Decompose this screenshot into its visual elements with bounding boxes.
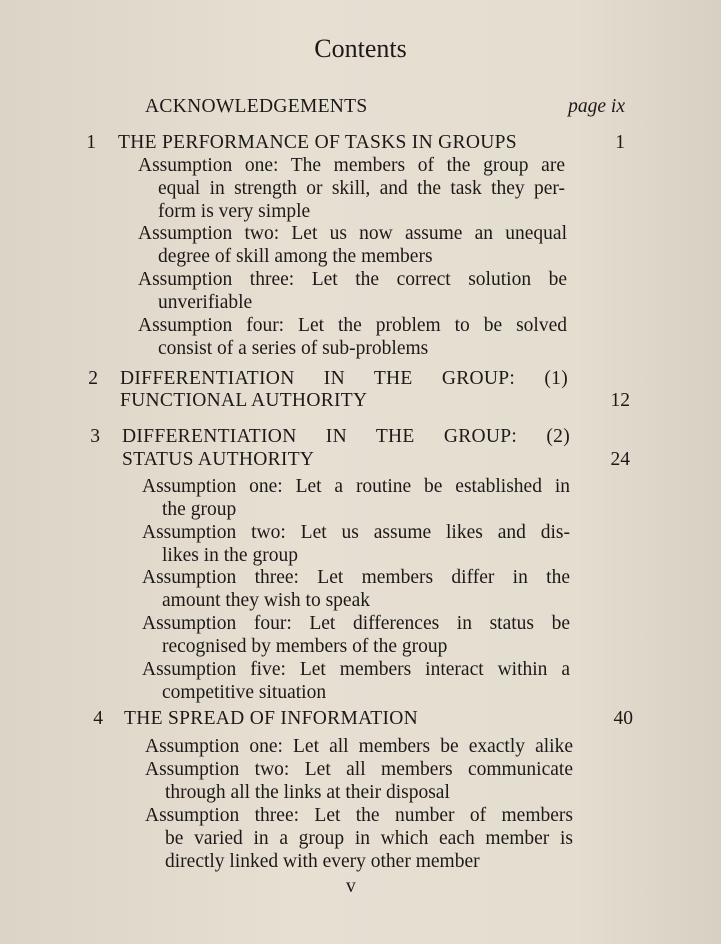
chapter-title: STATUS AUTHORITY — [122, 449, 315, 470]
chapter-title: THE SPREAD OF INFORMATION — [124, 708, 419, 729]
toc-page-number — [540, 95, 625, 118]
chapter-number: 2 — [88, 368, 98, 389]
toc-line: the group — [162, 499, 237, 520]
toc-line: recognised by members of the group — [162, 636, 448, 657]
folio-page-number: v — [346, 876, 356, 897]
toc-line: equal in strength or skill, and the task they per- — [158, 178, 565, 199]
toc-line: be varied in a group in which each member is — [165, 828, 573, 849]
chapter-title: DIFFERENTIATION IN THE GROUP: (2) — [122, 426, 570, 447]
toc-line: consist of a series of sub-problems — [158, 338, 429, 359]
chapter-page: 1 — [615, 132, 625, 153]
toc-line: Assumption one: Let a routine be established in — [142, 476, 570, 497]
toc-line: amount they wish to speak — [162, 590, 370, 611]
toc-line: likes in the group — [162, 545, 298, 566]
chapter-page: 24 — [610, 449, 630, 470]
toc-line: Assumption two: Let us assume likes and dis- — [142, 522, 570, 543]
chapter-page: 40 — [613, 708, 633, 729]
chapter-number: 3 — [90, 426, 100, 447]
toc-line: form is very simple — [158, 201, 311, 222]
chapter-number: 1 — [86, 132, 96, 153]
toc-line: Assumption three: Let members differ in the — [142, 567, 570, 588]
chapter-page: 12 — [610, 390, 630, 411]
toc-line: degree of skill among the members — [158, 246, 433, 267]
toc-line: Assumption two: Let us now assume an unequal — [138, 223, 567, 244]
toc-line: Assumption four: Let differences in status be — [142, 613, 570, 634]
toc-line: Assumption two: Let all members communicate — [145, 759, 573, 780]
chapter-title: THE PERFORMANCE OF TASKS IN GROUPS — [118, 132, 517, 153]
chapter-title: DIFFERENTIATION IN THE GROUP: (1) — [120, 368, 568, 389]
chapter-title: FUNCTIONAL AUTHORITY — [120, 390, 368, 411]
toc-line: competitive situation — [162, 682, 327, 703]
toc-line: Assumption five: Let members interact within a — [142, 659, 570, 680]
chapter-number: 4 — [93, 708, 103, 729]
page-label: page ix — [568, 96, 625, 117]
toc-line: Assumption one: Let all members be exactly alike — [145, 736, 573, 757]
toc-line: Assumption three: Let the number of members — [145, 805, 573, 826]
toc-line: Assumption one: The members of the group are — [138, 155, 565, 176]
page-title: Contents — [314, 34, 407, 63]
toc-line: directly linked with every other member — [165, 851, 480, 872]
toc-line: Assumption four: Let the problem to be solved — [138, 315, 567, 336]
toc-acknowledgements: ACKNOWLEDGEMENTS — [145, 96, 368, 117]
toc-line: Assumption three: Let the correct solution be — [138, 269, 567, 290]
toc-line: unverifiable — [158, 292, 253, 313]
toc-line: through all the links at their disposal — [165, 782, 450, 803]
